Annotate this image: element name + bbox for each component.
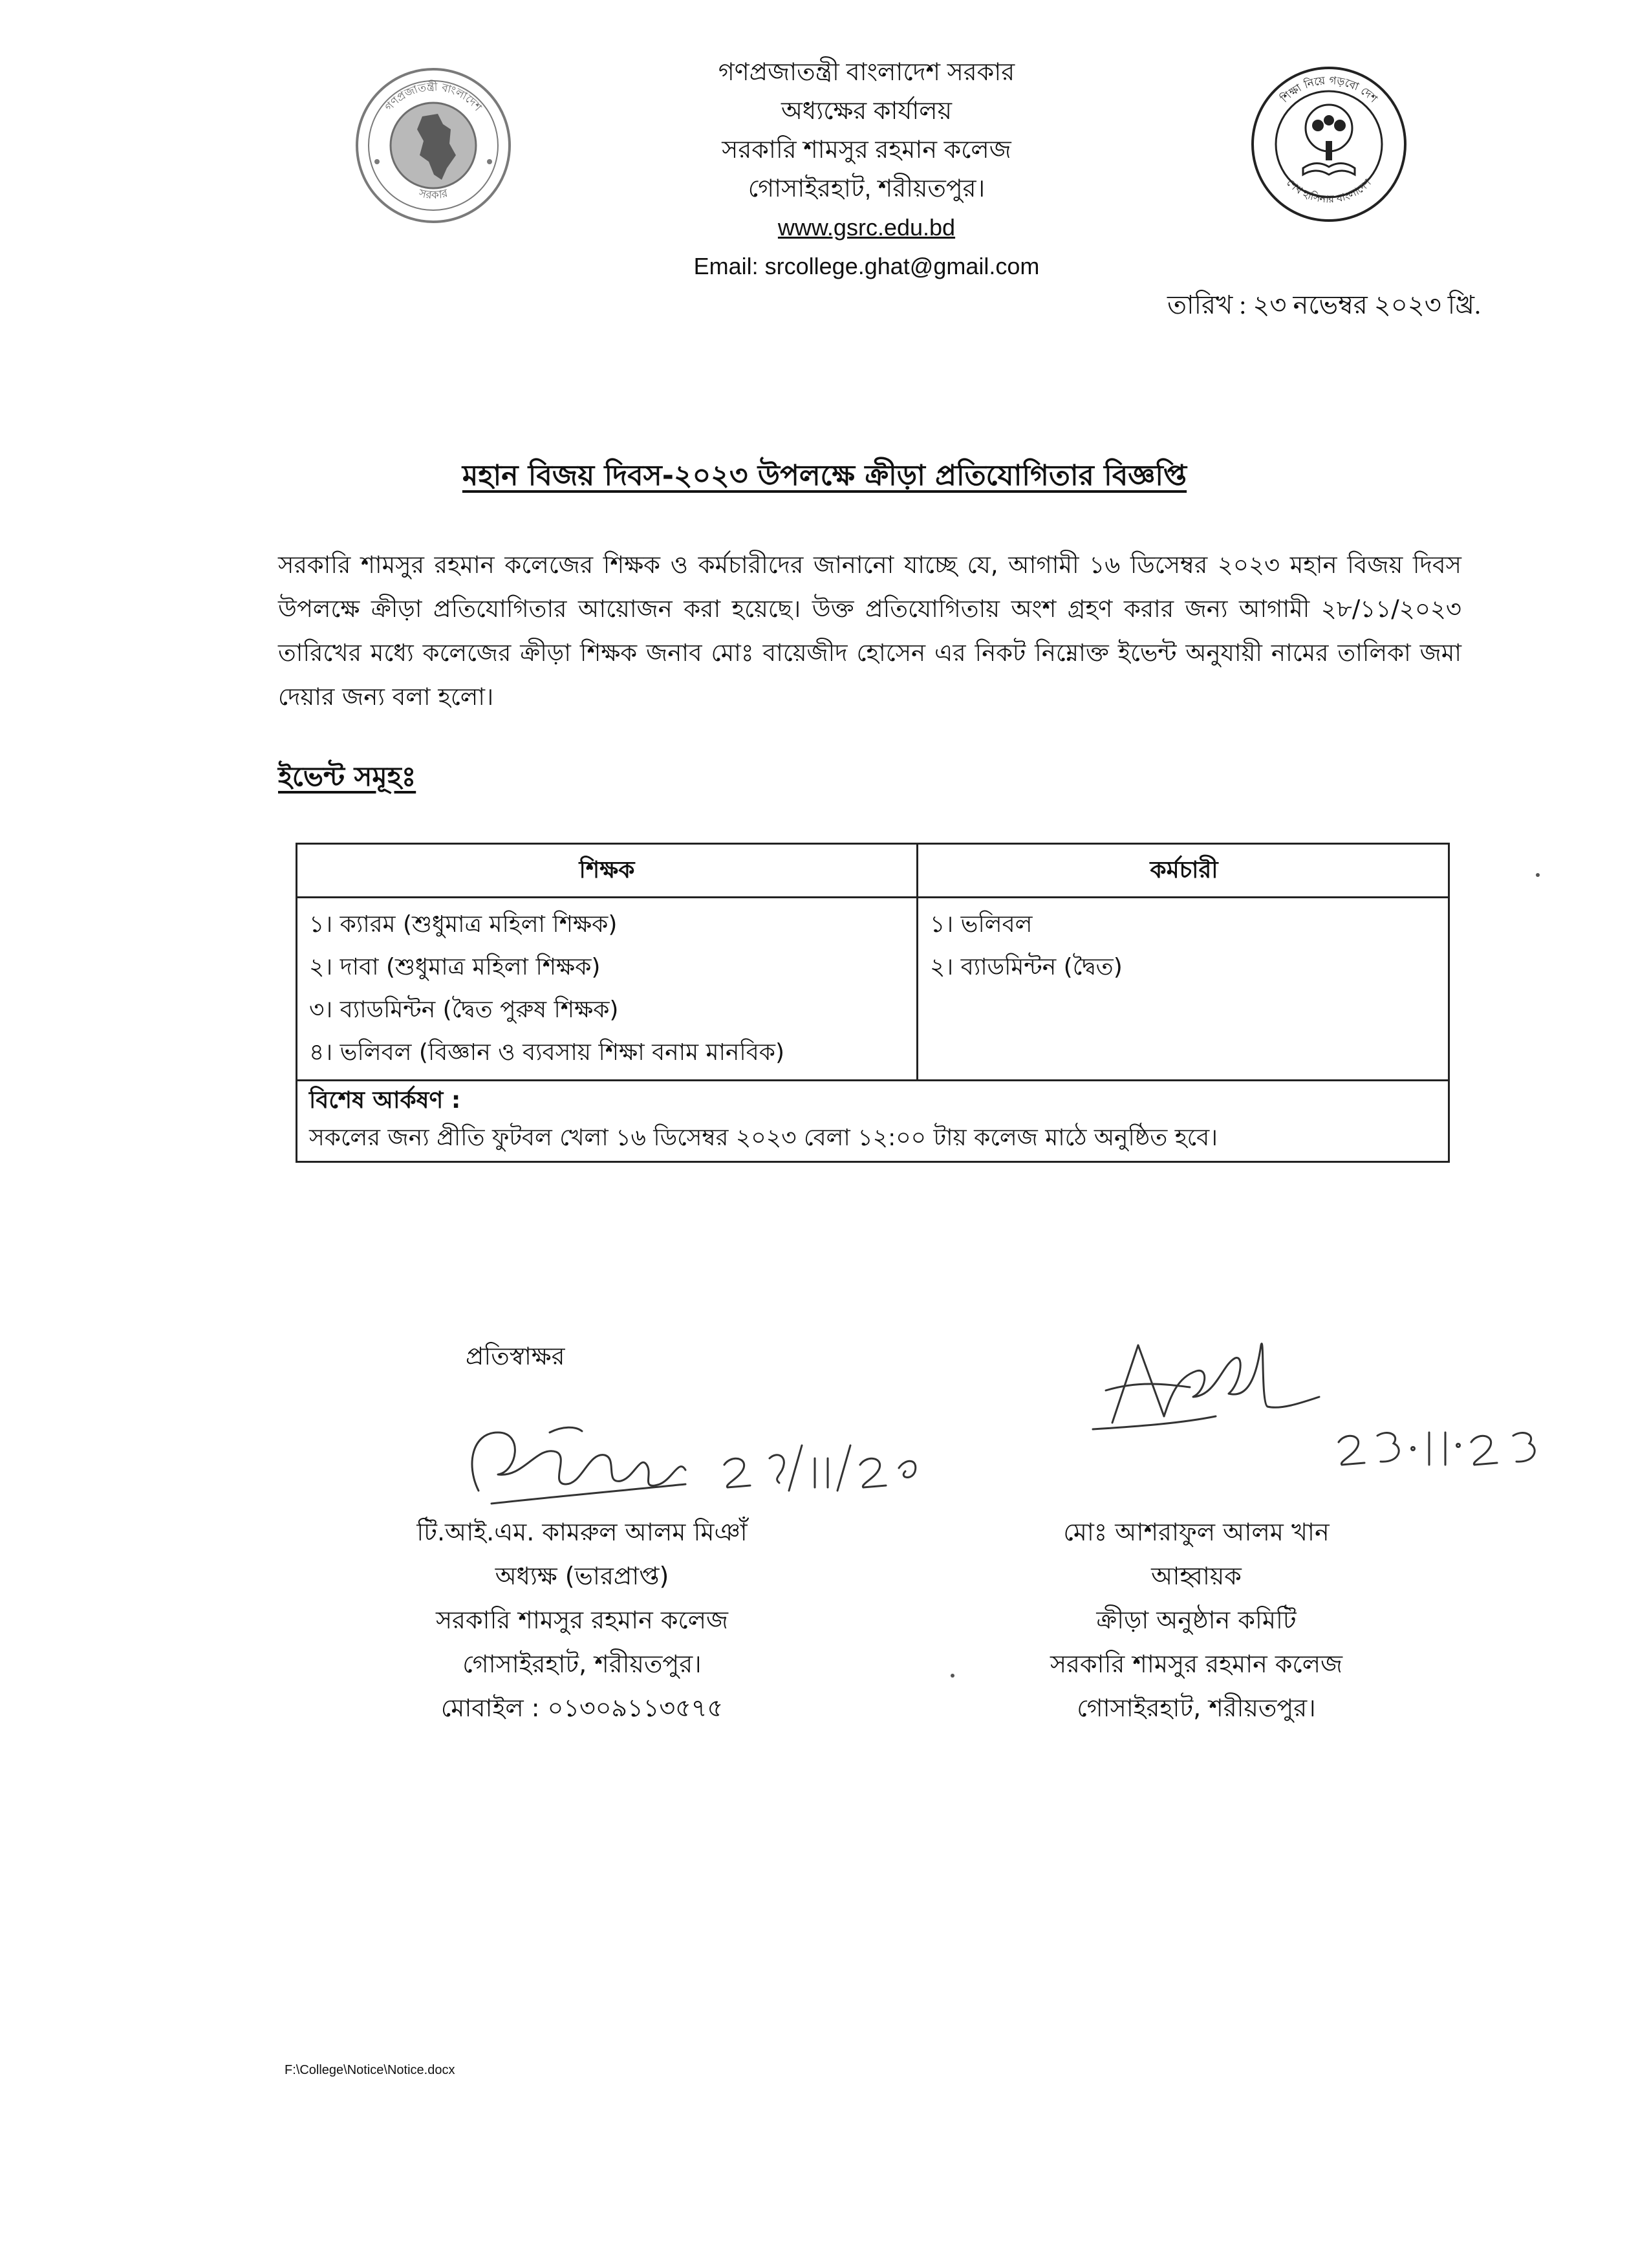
list-item: ২। দাবা (শুধুমাত্র মহিলা শিক্ষক) bbox=[309, 954, 601, 980]
scan-speck bbox=[951, 1674, 954, 1678]
notice-title-text: মহান বিজয় দিবস-২০২৩ উপলক্ষে ক্রীড়া প্রতিযোগিতার বিজ্ঞপ্তি bbox=[462, 459, 1187, 492]
staff-event-list bbox=[918, 898, 1450, 1079]
scan-speck bbox=[1536, 873, 1540, 877]
principal-sign-block bbox=[349, 1510, 815, 1730]
events-table bbox=[296, 843, 1450, 1163]
convener-college: সরকারি শামসুর রহমান কলেজ bbox=[1050, 1650, 1343, 1678]
college-address: গোসাইরহাট, শরীয়তপুর। bbox=[748, 175, 986, 202]
college-motto-logo bbox=[1248, 63, 1410, 225]
seal-top-text: গণপ্রজাতন্ত্রী বাংলাদেশ bbox=[382, 80, 484, 114]
principal-designation: অধ্যক্ষ (ভারপ্রাপ্ত) bbox=[495, 1562, 669, 1590]
teachers-column-header: শিক্ষক bbox=[297, 845, 918, 898]
logo-bottom-text: শেখ হাসিনার বাংলাদেশ bbox=[1284, 176, 1374, 206]
notice-date: তারিখ : ২৩ নভেম্বর ২০২৩ খ্রি. bbox=[1167, 290, 1481, 319]
list-item: ১। ভলিবল bbox=[930, 911, 1033, 938]
special-attraction-text: সকলের জন্য প্রীতি ফুটবল খেলা ১৬ ডিসেম্বর ২০২৩ বেলা ১২:০০ টায় কলেজ মাঠে অনুষ্ঠিত হবে। bbox=[309, 1125, 1218, 1151]
list-item: ১। ক্যারম (শুধুমাত্র মহিলা শিক্ষক) bbox=[309, 911, 618, 938]
email-address: Email: srcollege.ghat@gmail.com bbox=[693, 253, 1040, 279]
convener-committee: ক্রীড়া অনুষ্ঠান কমিটি bbox=[1096, 1606, 1297, 1634]
principal-signature bbox=[453, 1394, 957, 1517]
government-name: গণপ্রজাতন্ত্রী বাংলাদেশ সরকার bbox=[718, 59, 1015, 86]
government-seal-logo bbox=[352, 65, 514, 226]
office-name: অধ্যক্ষের কার্যালয় bbox=[781, 98, 952, 125]
list-item: ৪। ভলিবল (বিজ্ঞান ও ব্যবসায় শিক্ষা বনাম মানবিক) bbox=[309, 1039, 784, 1066]
special-attraction-row bbox=[297, 1079, 1448, 1161]
staff-column-header: কর্মচারী bbox=[918, 845, 1450, 898]
countersign-label: প্রতিস্বাক্ষর bbox=[466, 1342, 565, 1370]
special-attraction-label: বিশেষ আর্কষণ : bbox=[309, 1087, 461, 1114]
website-link[interactable]: www.gsrc.edu.bd bbox=[777, 214, 956, 241]
principal-mobile: মোবাইল : ০১৩০৯১১৩৫৭৫ bbox=[440, 1694, 724, 1722]
notice-title bbox=[0, 454, 1649, 501]
convener-name: মোঃ আশরাফুল আলম খান bbox=[1063, 1518, 1330, 1546]
letterhead bbox=[582, 53, 1151, 286]
principal-name: টি.আই.এম. কামরুল আলম মিঞাঁ bbox=[416, 1518, 748, 1546]
convener-sign-block bbox=[964, 1510, 1429, 1730]
list-item: ৩। ব্যাডমিন্টন (দ্বৈত পুরুষ শিক্ষক) bbox=[309, 997, 619, 1023]
convener-address: গোসাইরহাট, শরীয়তপুর। bbox=[1077, 1694, 1316, 1722]
college-name: সরকারি শামসুর রহমান কলেজ bbox=[722, 136, 1011, 164]
principal-college: সরকারি শামসুর রহমান কলেজ bbox=[435, 1606, 729, 1634]
convener-signature bbox=[1067, 1319, 1558, 1487]
logo-motto-text: শিক্ষা নিয়ে গড়বো দেশ bbox=[1278, 74, 1380, 106]
teachers-event-list bbox=[297, 898, 918, 1079]
svg-text:শেখ হাসিনার বাংলাদেশ bbox=[1284, 177, 1374, 206]
notice-body: সরকারি শামসুর রহমান কলেজের শিক্ষক ও কর্মচারীদের জানানো যাচ্ছে যে, আগামী ১৬ ডিসেম্বর ২০২৩ মহান বিজয় দিবস উপলক্ষে ক্রীড়া প্রতিযোগিতার আয়োজন করা হয়েছে। উক্ত প্রতিযোগিতায় অংশ গ্রহণ করার জন্য আগামী ২৮/১১/২০২৩ তারিখের মধ্যে কলেজের ক্রীড়া শিক্ষক জনাব মোঃ বায়েজীদ হোসেন এর নিকট নিম্নোক্ত ইভেন্ট অনুযায়ী নামের তালিকা জমা দেয়ার জন্য বলা হলো। bbox=[278, 551, 1461, 711]
list-item: ২। ব্যাডমিন্টন (দ্বৈত) bbox=[930, 954, 1123, 980]
events-heading-text: ইভেন্ট সমূহঃ bbox=[278, 761, 416, 792]
principal-address: গোসাইরহাট, শরীয়তপুর। bbox=[462, 1650, 702, 1678]
convener-designation: আহ্বায়ক bbox=[1151, 1562, 1242, 1590]
svg-text:শিক্ষা নিয়ে গড়বো দেশ bbox=[1277, 74, 1380, 106]
events-heading bbox=[278, 755, 416, 801]
svg-text:সরকার bbox=[417, 187, 449, 202]
seal-bottom-text: সরকার bbox=[417, 187, 449, 202]
file-path: F:\College\Notice\Notice.docx bbox=[285, 2063, 455, 2077]
